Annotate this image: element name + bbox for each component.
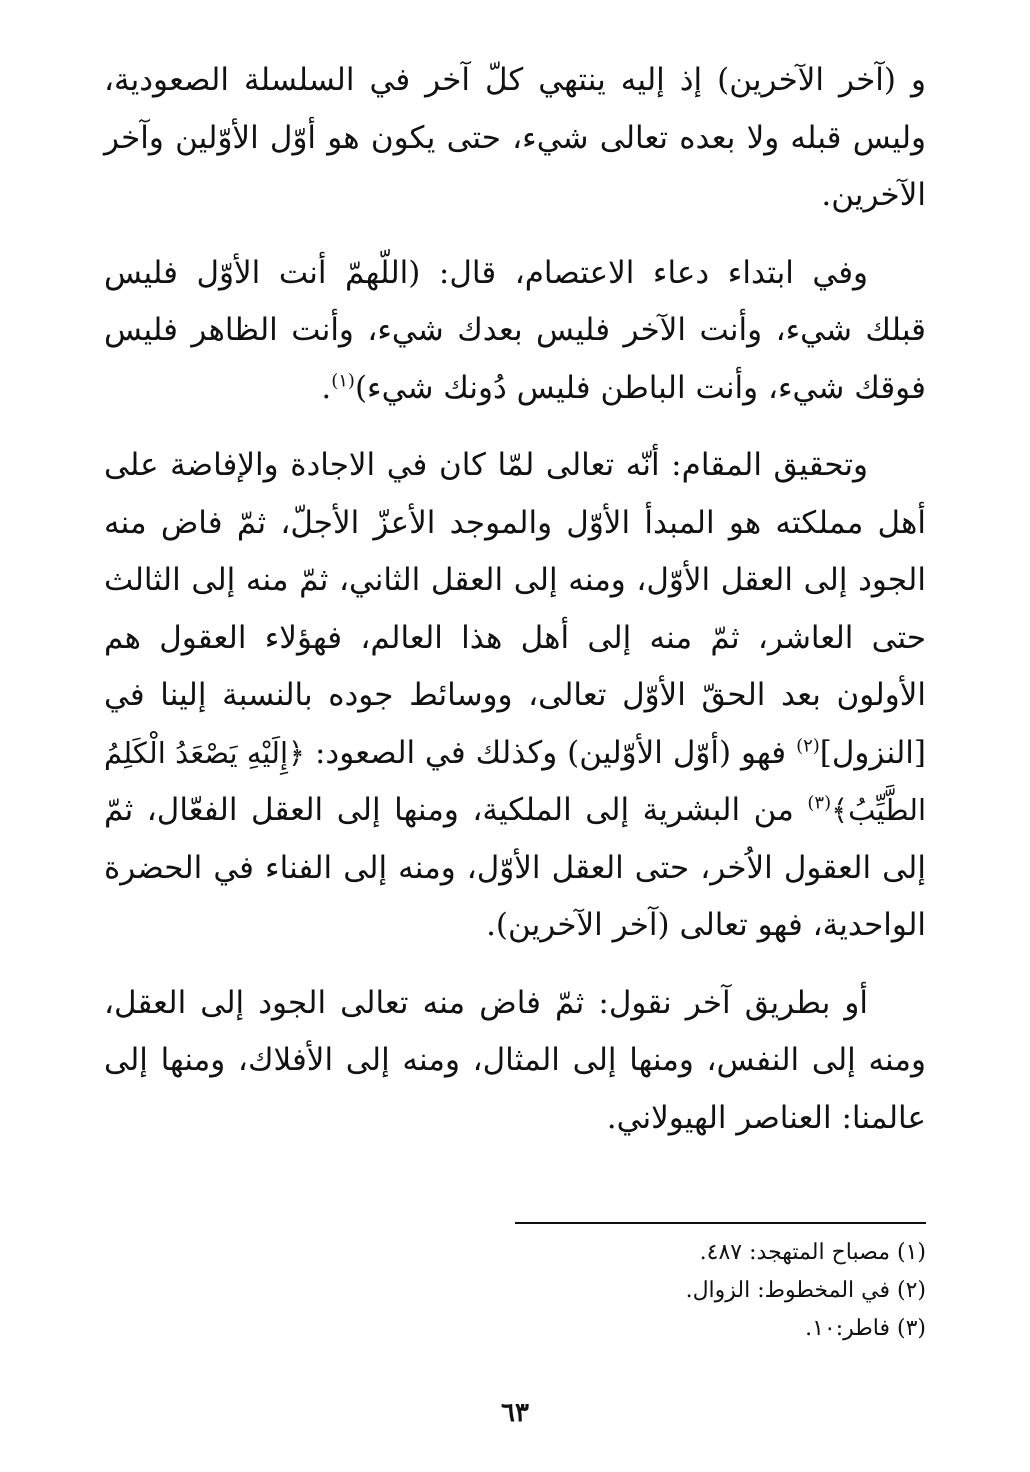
footnotes	[104, 1234, 926, 1348]
paragraph-1	[104, 52, 926, 225]
paragraph-2-text: وفي ابتداء دعاء الاعتصام، قال: (اللّهمّ أنت الأوّل فليس قبلك شيء، وأنت الآخر فليس بعدك شيء، وأنت الظاهر فليس فوقك شيء، وأنت الباطن فليس دُونك شيء)	[104, 254, 926, 406]
paragraph-2	[104, 245, 926, 418]
quran-verse: ﴿إِلَيْهِ يَصْعَدُ الْكَلِمُ الطَّيِّبُ﴾	[104, 735, 926, 827]
page-body	[104, 52, 926, 1167]
paragraph-4	[104, 975, 926, 1148]
footnote-1: (١) مصباح المتهجد: ٤٨٧.	[699, 1240, 926, 1265]
footnote-3: (٣) فاطر:١٠.	[805, 1316, 926, 1341]
paragraph-2-end: .	[321, 369, 332, 406]
footnote-divider	[515, 1222, 926, 1224]
paragraph-3	[104, 437, 926, 955]
footnote-ref-3[interactable]: (٣)	[807, 792, 832, 814]
footnote-ref-2[interactable]: (٢)	[796, 735, 820, 757]
footnote-ref-1[interactable]: (١)	[331, 370, 355, 392]
paragraph-1-text: و (آخر الآخرين) إذ إليه ينتهي كلّ آخر في السلسلة الصعودية، وليس قبله ولا بعده تعالى شيء، حتى يكون هو أوّل الأوّلين وآخر الآخرين.	[104, 62, 926, 213]
footnote-2: (٢) في المخطوط: الزوال.	[685, 1278, 926, 1303]
paragraph-4-text: أو بطريق آخر نقول: ثمّ فاض منه تعالى الجود إلى العقل، ومنه إلى النفس، ومنها إلى المثال، ومنه إلى الأفلاك، ومنها إلى عالمنا: العناصر الهيولاني.	[104, 984, 926, 1136]
paragraph-3-text-2: فهو (أوّل الأوّلين) وكذلك في الصعود:	[305, 734, 797, 771]
paragraph-3-text-3: من البشرية إلى الملكية، ومنها إلى العقل الفعّال، ثمّ إلى العقول الاُخر، حتى العقل الأوّل، ومنه إلى الفناء في الحضرة الواحدية، فهو تعالى (آخر الآخرين).	[104, 792, 926, 943]
page-number: ٦٣	[501, 1398, 529, 1428]
paragraph-3-text-1: وتحقيق المقام: أنّه تعالى لمّا كان في الاجادة والإفاضة على أهل مملكته هو المبدأ الأوّل والموجد الأعزّ الأجلّ، ثمّ فاض منه الجود إلى العقل الأوّل، ومنه إلى العقل الثاني، ثمّ منه إلى الثالث حتى العاشر، ثمّ منه إلى أهل هذا العالم، فهؤلاء العقول هم الأولون بعد الحقّ الأوّل تعالى، ووسائط جوده بالنسبة إلينا في [النزول]	[104, 447, 926, 771]
